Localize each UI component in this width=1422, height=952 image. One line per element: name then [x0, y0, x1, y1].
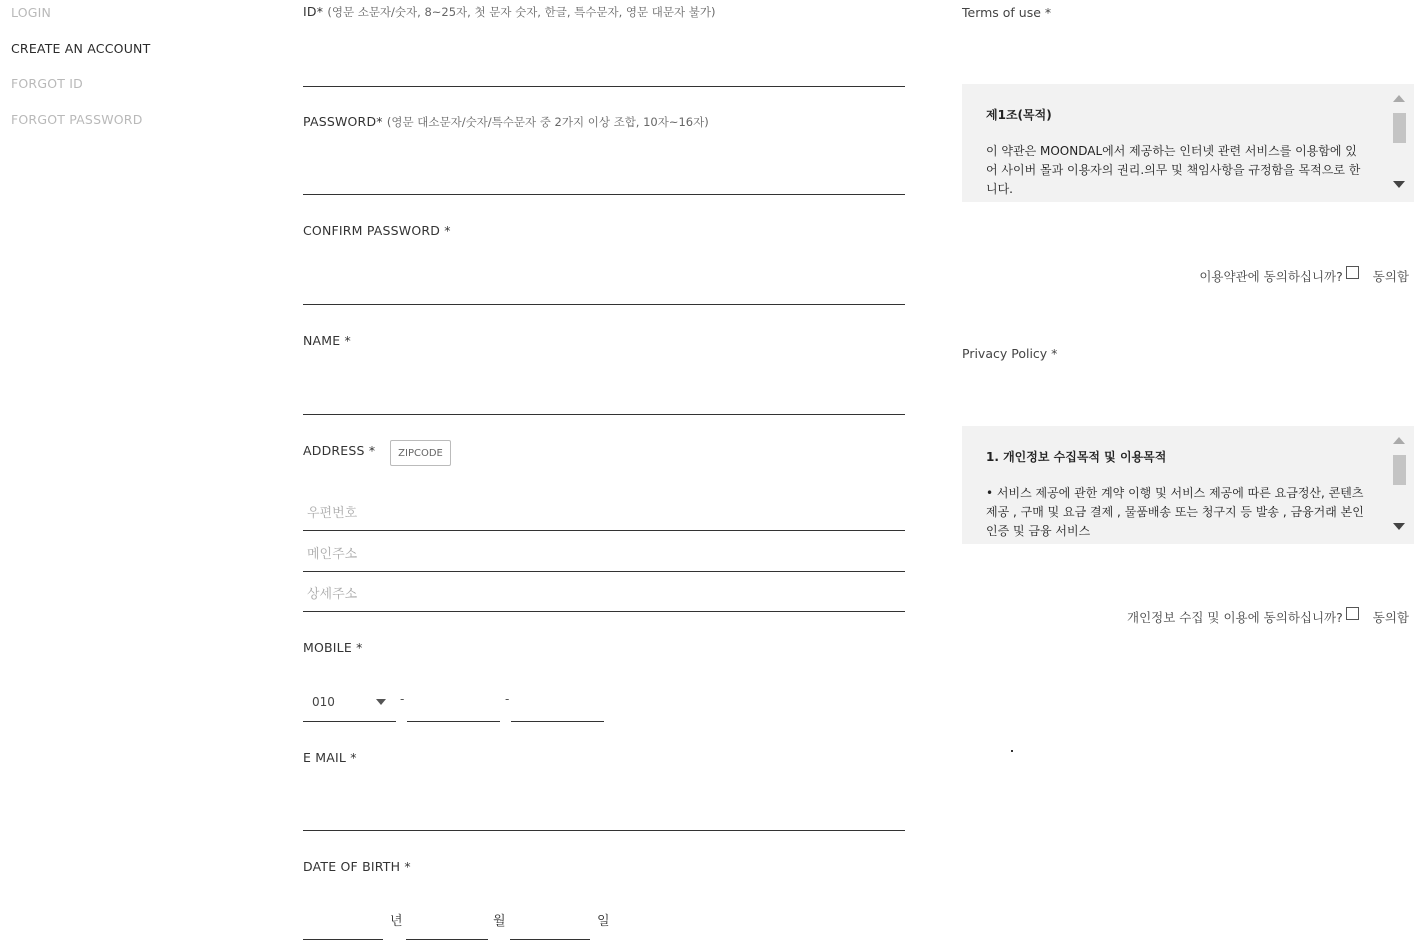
dob-year-unit: 년: [390, 914, 403, 929]
email-input[interactable]: [303, 801, 905, 831]
privacy-agree-checkbox[interactable]: [1346, 607, 1359, 620]
privacy-title: Privacy Policy *: [962, 346, 1058, 361]
privacy-agree-question: 개인정보 수집 및 이용에 동의하십니까?: [1127, 609, 1343, 625]
privacy-content: [986, 448, 1366, 541]
postal-code-input[interactable]: [303, 497, 905, 531]
password-input[interactable]: [303, 165, 905, 195]
stray-dot: [1011, 750, 1013, 752]
id-field: [303, 4, 905, 20]
sidebar-item-forgot-password[interactable]: FORGOT PASSWORD: [11, 111, 143, 127]
name-input[interactable]: [303, 385, 905, 415]
sidebar-item-create-account[interactable]: CREATE AN ACCOUNT: [11, 40, 151, 56]
scroll-up-icon[interactable]: [1393, 437, 1405, 444]
detail-address-input[interactable]: [303, 578, 905, 612]
terms-agree-checkbox[interactable]: [1346, 266, 1359, 279]
dob-month-input[interactable]: [406, 908, 488, 940]
sidebar-item-login[interactable]: LOGIN: [11, 5, 52, 20]
terms-agree-row: [1199, 266, 1409, 285]
privacy-agree-label: 동의함: [1372, 609, 1409, 625]
confirm-password-label: CONFIRM PASSWORD *: [303, 223, 451, 238]
password-field: [303, 114, 905, 130]
terms-body: 이 약관은 MOONDAL에서 제공하는 인터넷 관련 서비스를 이용함에 있어 사이버 몰과 이용자의 권리.의무 및 책임사항을 규정함을 목적으로 한니다.: [986, 144, 1361, 196]
email-label: E MAIL *: [303, 750, 357, 765]
privacy-scrollbar[interactable]: [1384, 426, 1414, 544]
scroll-thumb[interactable]: [1393, 455, 1406, 485]
terms-scrollbox[interactable]: [962, 84, 1414, 202]
mobile-last-input[interactable]: [511, 690, 604, 722]
mobile-prefix-value: 010: [312, 695, 335, 709]
scroll-up-icon[interactable]: [1393, 95, 1405, 102]
name-label: NAME *: [303, 333, 352, 348]
mobile-separator: -: [400, 692, 405, 706]
dob-year-input[interactable]: [303, 908, 383, 940]
dob-label: DATE OF BIRTH *: [303, 859, 411, 874]
mobile-separator: -: [505, 692, 510, 706]
password-label: [303, 114, 905, 130]
terms-title: Terms of use *: [962, 5, 1052, 20]
scroll-down-icon[interactable]: [1393, 181, 1405, 188]
privacy-body: • 서비스 제공에 관한 계약 이행 및 서비스 제공에 따른 요금정산, 콘텐츠 제공 , 구매 및 요금 결제 , 물품배송 또는 청구지 등 발송 , 금융거래 본인 인증 및 금융 서비스: [986, 486, 1364, 538]
sidebar-item-forgot-id[interactable]: FORGOT ID: [11, 76, 83, 91]
zipcode-button[interactable]: ZIPCODE: [390, 440, 451, 466]
terms-agree-question: 이용약관에 동의하십니까?: [1199, 268, 1343, 284]
id-label-text: ID*: [303, 4, 324, 19]
chevron-down-icon: [376, 699, 386, 705]
password-hint: (영문 대소문자/숫자/특수문자 중 2가지 이상 조합, 10자~16자): [386, 115, 709, 129]
dob-day-input[interactable]: [510, 908, 590, 940]
privacy-heading: 1. 개인정보 수집목적 및 이용목적: [986, 450, 1167, 464]
confirm-password-input[interactable]: [303, 275, 905, 305]
dob-month-unit: 월: [493, 914, 506, 929]
main-address-input[interactable]: [303, 538, 905, 572]
privacy-agree-row: [1127, 607, 1409, 626]
mobile-label: MOBILE *: [303, 640, 363, 655]
scroll-down-icon[interactable]: [1393, 523, 1405, 530]
id-hint: (영문 소문자/숫자, 8~25자, 첫 문자 숫자, 한글, 특수문자, 영문 대문자 불가): [327, 5, 716, 19]
mobile-prefix-select[interactable]: [303, 686, 396, 722]
terms-heading: 제1조(목적): [986, 108, 1052, 122]
scroll-thumb[interactable]: [1393, 113, 1406, 143]
address-label: ADDRESS *: [303, 443, 376, 458]
id-input[interactable]: [303, 57, 905, 87]
mobile-middle-input[interactable]: [407, 690, 500, 722]
account-sidebar: [11, 0, 150, 142]
id-label: [303, 4, 905, 20]
password-label-text: PASSWORD*: [303, 114, 383, 129]
terms-content: [986, 106, 1366, 199]
terms-scrollbar[interactable]: [1384, 84, 1414, 202]
dob-day-unit: 일: [597, 914, 610, 929]
terms-agree-label: 동의함: [1372, 268, 1409, 284]
privacy-scrollbox[interactable]: [962, 426, 1414, 544]
